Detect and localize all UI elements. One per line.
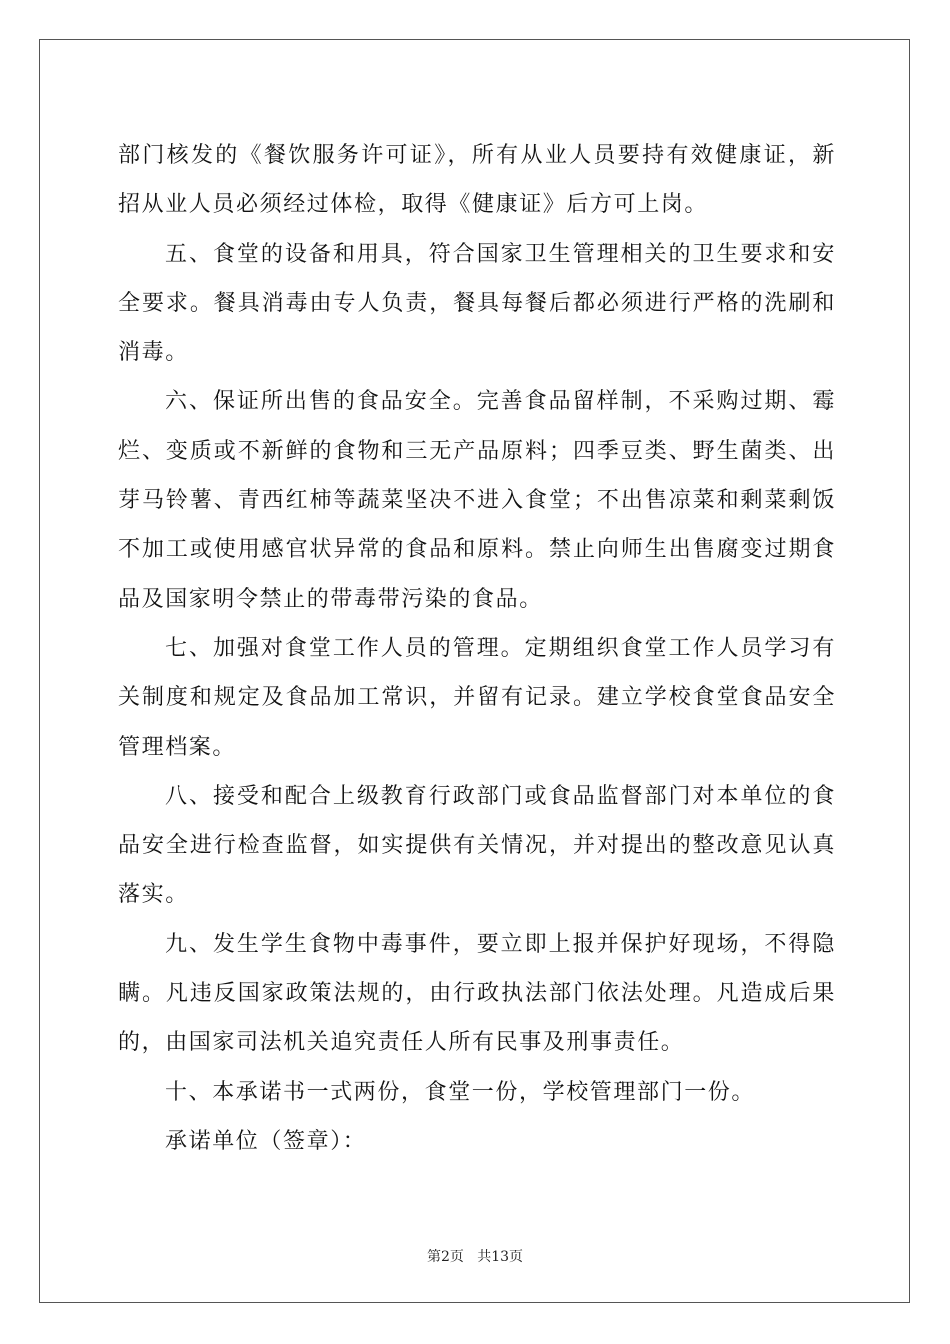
page-number-footer: 第2页 共13页 <box>426 1249 524 1265</box>
paragraph-7: 十、本承诺书一式两份，食堂一份，学校管理部门一份。 <box>165 1079 756 1105</box>
paragraph-1: 部门核发的《餐饮服务许可证》，所有从业人员要持有效健康证，新招从业人员必须经过体检，取得《健康证》后方可上岗。 <box>118 143 836 218</box>
paragraph-4: 七、加强对食堂工作人员的管理。定期组织食堂工作人员学习有关制度和规定及食品加工常识，并留有记录。建立学校食堂食品安全管理档案。 <box>118 635 836 760</box>
paragraph-6: 九、发生学生食物中毒事件，要立即上报并保护好现场，不得隐瞒。凡违反国家政策法规的，由行政执法部门依法处理。凡造成后果的，由国家司法机关追究责任人所有民事及刑事责任。 <box>118 931 836 1056</box>
paragraph-3: 六、保证所出售的食品安全。完善食品留样制，不采购过期、霉烂、变质或不新鲜的食物和三无产品原料；四季豆类、野生菌类、出芽马铃薯、青西红柿等蔬菜坚决不进入食堂；不出售凉菜和剩菜剩饭不加工或使用感官状异常的食品和原料。禁止向师生出售腐变过期食品及国家明令禁止的带毒带污染的食品。 <box>118 389 836 612</box>
document-body <box>118 131 836 1166</box>
paragraph-5: 八、接受和配合上级教育行政部门或食品监督部门对本单位的食品安全进行检查监督，如实提供有关情况，并对提出的整改意见认真落实。 <box>118 783 836 908</box>
signature-line: 承诺单位（签章）： <box>165 1128 367 1154</box>
paragraph-2: 五、食堂的设备和用具，符合国家卫生管理相关的卫生要求和安全要求。餐具消毒由专人负责，餐具每餐后都必须进行严格的洗刷和消毒。 <box>118 241 836 366</box>
